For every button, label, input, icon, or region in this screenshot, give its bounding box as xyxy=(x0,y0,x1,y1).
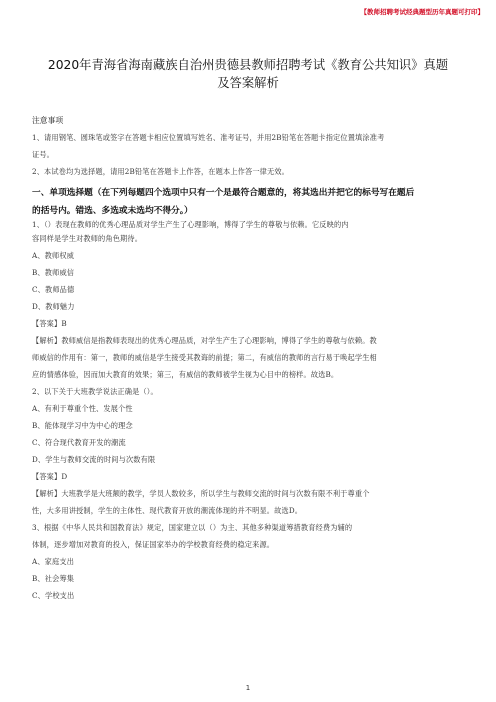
explanation-line: 性，大多用讲授制，学生的主体性、现代教育开放的潮流体现的并不明显。故选D。 xyxy=(32,506,303,515)
section-heading-line-2: 的括号内。错选、多选或未选均不得分。） xyxy=(32,206,193,216)
section-heading xyxy=(32,184,472,220)
option-d: D、学生与教师交流的时间与次数有限 xyxy=(32,455,156,464)
explanation-line: 应的情感体验，因而加大教育的效果；第三，有威信的教师被学生视为心目中的榜样。故选B。 xyxy=(32,370,339,379)
question-2 xyxy=(32,387,472,523)
question-stem-line: 体制，逐步增加对教育的投入，保证国家举办的学校教育经费的稳定来源。 xyxy=(32,540,275,549)
answer-line: 【答案】D xyxy=(32,472,68,481)
question-1 xyxy=(32,220,472,387)
option-a: A、有利于尊重个性、发展个性 xyxy=(32,404,133,413)
header-banner: 【教师招聘考试经典题型历年真题可打印】 xyxy=(360,8,484,16)
notes-item-1-line-1: 1、请用钢笔、圆珠笔或签字在答题卡相应位置填写姓名、准考证号，并用2B铅笔在答题卡指定位置填涂准考 xyxy=(32,133,385,142)
option-a: A、家庭支出 xyxy=(32,557,75,566)
notes-heading: 注意事项 xyxy=(32,116,64,125)
option-d: D、教师魅力 xyxy=(32,302,75,311)
explanation-line: 【解析】教师威信是指教师表现出的优秀心理品质，对学生产生了心理影响，博得了学生的尊敬与依赖。教 xyxy=(32,336,377,345)
question-3 xyxy=(32,523,472,608)
option-c: C、符合现代教育开发的潮流 xyxy=(32,438,126,447)
question-stem-line: 3、根据《中华人民共和国教育法》规定，国家建立以（）为主、其他多种渠道筹措教育经费为辅的 xyxy=(32,523,353,532)
answer-line: 【答案】B xyxy=(32,319,67,328)
notes-item-2: 2、本试卷均为选择题，请用2B铅笔在答题卡上作答，在题本上作答一律无效。 xyxy=(32,167,290,176)
page-number: 1 xyxy=(245,684,251,692)
document-body xyxy=(32,116,472,608)
question-stem-line: 容同样是学生对教师的角色期待。 xyxy=(32,234,143,243)
option-b: B、教师威信 xyxy=(32,268,75,277)
option-b: B、社会筹集 xyxy=(32,574,75,583)
section-heading-line-1: 一、单项选择题（在下列每题四个选项中只有一个是最符合题意的，将其选出并把它的标号写在题后 xyxy=(32,188,415,198)
title-line-1: 2020年青海省海南藏族自治州贵德县教师招聘考试《教育公共知识》真题 xyxy=(47,58,449,72)
explanation-line: 师威信的作用有：第一，教师的威信是学生接受其教诲的前提；第二，有威信的教师的言行易于唤起学生相 xyxy=(32,353,377,362)
explanation-line: 【解析】大班教学是大班额的教学，学员人数较多，所以学生与教师交流的时间与次数有限不利于尊重个 xyxy=(32,489,370,498)
option-b: B、能体现学习中为中心的理念 xyxy=(32,421,133,430)
option-a: A、教师权威 xyxy=(32,251,75,260)
title-line-2: 及答案解析 xyxy=(217,76,279,90)
question-stem-line: 2、以下关于大班教学说法正确是（）。 xyxy=(32,387,158,396)
option-c: C、教师品德 xyxy=(32,285,75,294)
option-c: C、学校支出 xyxy=(32,591,75,600)
document-title xyxy=(20,56,476,92)
question-stem-line: 1、（）表现在教师的优秀心理品质对学生产生了心理影响，博得了学生的尊敬与依赖。它反映的内 xyxy=(32,220,349,229)
notes-item-1-line-2: 证号。 xyxy=(32,150,55,159)
